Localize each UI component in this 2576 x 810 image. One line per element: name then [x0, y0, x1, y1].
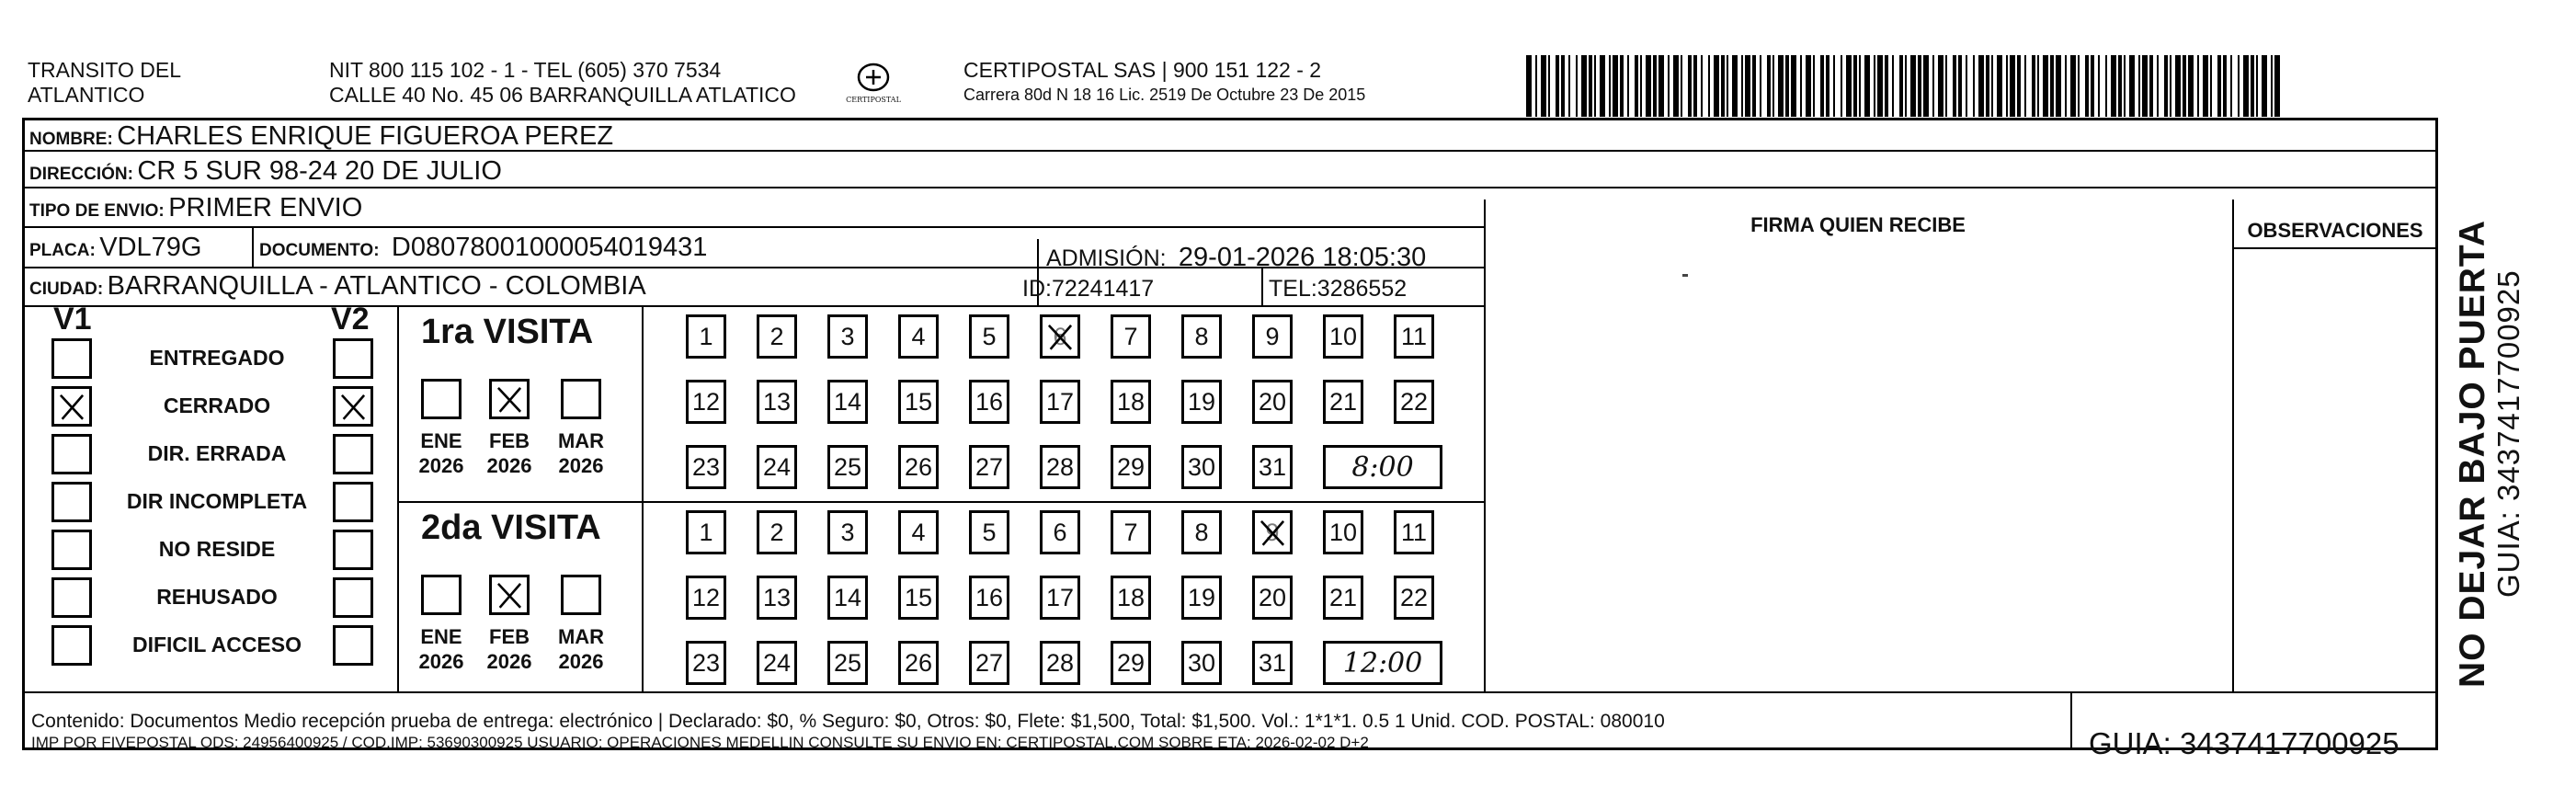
documento-row	[259, 232, 707, 268]
reason-label: CERRADO	[163, 394, 271, 417]
month-name: MAR	[557, 429, 605, 452]
placa-label: PLACA:	[29, 241, 96, 260]
day-box[interactable]: 8	[1181, 314, 1222, 359]
check-mark-icon	[54, 389, 89, 424]
day-box[interactable]: 8	[1181, 510, 1222, 554]
documento-value: D08078001000054019431	[391, 233, 708, 262]
tipo-label: TIPO DE ENVIO:	[29, 201, 165, 221]
day-box[interactable]: 11	[1394, 510, 1434, 554]
day-box[interactable]: 14	[827, 380, 868, 424]
month-checkbox[interactable]	[489, 575, 530, 615]
vrule-months	[642, 305, 644, 691]
v2-checkbox[interactable]	[333, 338, 373, 379]
day-number: 9	[1265, 518, 1280, 546]
day-box[interactable]: 23	[686, 641, 726, 685]
placa-row	[29, 232, 201, 268]
month-checkbox[interactable]	[561, 575, 601, 615]
month-name: ENE	[420, 625, 462, 648]
v2-checkbox[interactable]	[333, 434, 373, 474]
day-box[interactable]: 1	[686, 510, 726, 554]
check-mark-icon	[492, 382, 527, 416]
reason-label: NO RESIDE	[158, 537, 276, 561]
tipo-value: PRIMER ENVIO	[168, 193, 363, 222]
day-box[interactable]: 18	[1111, 576, 1151, 620]
month-checkbox[interactable]	[561, 379, 601, 419]
month-checkbox[interactable]	[421, 575, 462, 615]
visit-title: 1ra VISITA	[421, 313, 594, 351]
reason-label: DIFICIL ACCESO	[131, 633, 302, 656]
month-year: 2026	[486, 454, 532, 477]
placa-value: VDL79G	[99, 233, 202, 262]
day-box[interactable]: 24	[757, 641, 797, 685]
nit-text: NIT 800 115 102 - 1 - TEL (605) 370 7534	[329, 58, 722, 82]
day-box[interactable]: 14	[827, 576, 868, 620]
day-box[interactable]: 23	[686, 445, 726, 489]
nombre-value: CHARLES ENRIQUE FIGUEROA PEREZ	[117, 121, 614, 151]
rule-obs	[2232, 247, 2438, 249]
day-box[interactable]: 20	[1252, 380, 1293, 424]
day-box[interactable]: 25	[827, 445, 868, 489]
visit-title: 2da VISITA	[421, 508, 601, 547]
day-box[interactable]: 4	[898, 510, 939, 554]
day-box[interactable]: 13	[757, 576, 797, 620]
barcode-bar	[2274, 55, 2280, 117]
day-box[interactable]: 17	[1040, 380, 1080, 424]
firma-header: FIRMA QUIEN RECIBE	[1750, 213, 1966, 236]
day-box[interactable]: 22	[1394, 380, 1434, 424]
address-text: CALLE 40 No. 45 06 BARRANQUILLA ATLATICO	[329, 83, 796, 107]
direccion-row	[29, 155, 502, 191]
company-line1: TRANSITO DEL	[28, 58, 181, 82]
v2-checkbox[interactable]	[333, 577, 373, 618]
month-name: FEB	[489, 625, 530, 648]
month-year: 2026	[418, 650, 464, 673]
v1-checkbox[interactable]	[51, 386, 92, 427]
vrule-firma	[1484, 200, 1486, 693]
reason-label: ENTREGADO	[149, 346, 285, 370]
side-guia: GUIA: 3437417700925	[2491, 269, 2525, 598]
ciudad-label: CIUDAD:	[29, 280, 104, 299]
tel-value: 3286552	[1316, 276, 1408, 302]
check-mark-icon	[1043, 317, 1077, 356]
direccion-value: CR 5 SUR 98-24 20 DE JULIO	[137, 156, 502, 186]
v2-checkbox[interactable]	[333, 482, 373, 522]
day-box[interactable]: 29	[1111, 641, 1151, 685]
day-box[interactable]: 15	[898, 576, 939, 620]
reason-label: DIR. ERRADA	[147, 441, 287, 465]
day-box[interactable]: 18	[1111, 380, 1151, 424]
day-box[interactable]: 30	[1181, 445, 1222, 489]
month-name: MAR	[557, 625, 605, 648]
check-mark-icon	[336, 389, 370, 424]
day-box[interactable]: 28	[1040, 445, 1080, 489]
day-box[interactable]: 3	[827, 314, 868, 359]
company-line2: ATLANTICO	[28, 83, 145, 107]
day-box[interactable]: 10	[1323, 314, 1363, 359]
day-number: 6	[1053, 322, 1067, 350]
footer-guia: GUIA: 3437417700925	[2089, 726, 2399, 760]
v1-checkbox[interactable]	[51, 482, 92, 522]
day-box[interactable]: 5	[969, 510, 1009, 554]
day-box[interactable]: 27	[969, 445, 1009, 489]
carrier-info	[963, 58, 1365, 108]
month-label	[553, 428, 609, 478]
side-title: NO DEJAR BAJO PUERTA	[2453, 219, 2492, 688]
month-checkbox[interactable]	[421, 379, 462, 419]
month-year: 2026	[558, 454, 604, 477]
admision-label: ADMISIÓN:	[1046, 245, 1167, 271]
check-mark-icon	[492, 577, 527, 612]
pen-dot	[1682, 274, 1688, 277]
day-box[interactable]: 3	[827, 510, 868, 554]
v1-label: V1	[53, 302, 92, 337]
v2-checkbox[interactable]	[333, 386, 373, 427]
v2-label: V2	[331, 302, 370, 337]
day-box[interactable]: 7	[1111, 314, 1151, 359]
month-checkbox[interactable]	[489, 379, 530, 419]
day-box[interactable]: 2	[757, 510, 797, 554]
vrule-reasons	[397, 305, 399, 691]
day-box[interactable]: 16	[969, 576, 1009, 620]
day-box[interactable]: 10	[1323, 510, 1363, 554]
tel-label: TEL:	[1269, 276, 1317, 302]
reason-label: REHUSADO	[156, 585, 278, 609]
month-year: 2026	[558, 650, 604, 673]
tel-row	[1269, 273, 1407, 308]
day-box[interactable]: 21	[1323, 380, 1363, 424]
day-box[interactable]: 26	[898, 641, 939, 685]
logo-text: CERTIPOSTAL	[846, 96, 901, 104]
id-label: ID:	[1022, 276, 1052, 302]
day-box[interactable]: 28	[1040, 641, 1080, 685]
month-label	[482, 428, 537, 478]
barcode	[1526, 55, 2280, 117]
carrier-name: CERTIPOSTAL SAS | 900 151 122 - 2	[963, 58, 1322, 82]
day-box[interactable]: 9	[1252, 314, 1293, 359]
day-box[interactable]: 16	[969, 380, 1009, 424]
day-box[interactable]: 4	[898, 314, 939, 359]
rule-footer	[22, 691, 2438, 693]
vrule-obs	[2232, 200, 2234, 693]
day-box[interactable]: 22	[1394, 576, 1434, 620]
reason-label: DIR INCOMPLETA	[126, 489, 308, 513]
day-box[interactable]	[1252, 510, 1293, 554]
v2-checkbox[interactable]	[333, 530, 373, 570]
day-box[interactable]: 29	[1111, 445, 1151, 489]
day-box[interactable]: 30	[1181, 641, 1222, 685]
day-box[interactable]: 21	[1323, 576, 1363, 620]
company-info	[329, 58, 796, 108]
day-box[interactable]: 7	[1111, 510, 1151, 554]
v1-checkbox[interactable]	[51, 434, 92, 474]
nombre-label: NOMBRE:	[29, 130, 113, 149]
month-label	[414, 624, 469, 674]
day-box[interactable]: 13	[757, 380, 797, 424]
day-box[interactable]: 6	[1040, 510, 1080, 554]
v1-checkbox[interactable]	[51, 530, 92, 570]
day-box[interactable]: 2	[757, 314, 797, 359]
day-box[interactable]: 19	[1181, 380, 1222, 424]
day-box[interactable]: 15	[898, 380, 939, 424]
direccion-label: DIRECCIÓN:	[29, 165, 133, 184]
day-box[interactable]: 31	[1252, 445, 1293, 489]
id-value: 72241417	[1051, 276, 1155, 302]
day-box[interactable]: 25	[827, 641, 868, 685]
v1-checkbox[interactable]	[51, 625, 92, 666]
certipostal-logo	[844, 59, 903, 110]
month-name: FEB	[489, 429, 530, 452]
day-box[interactable]: 12	[686, 576, 726, 620]
contenido-text: Contenido: Documentos Medio recepción prueba de entrega: electrónico | Declarado: $0, % Seguro: $0, Otros: $0, Flete: $1,500, Total: $1,500. Vol.: 1*1*1. 0.5 1 Unid. COD. POSTAL: 080010	[31, 711, 1665, 732]
company-name	[28, 58, 181, 108]
observaciones-header: OBSERVACIONES	[2247, 219, 2423, 242]
day-box[interactable]: 1	[686, 314, 726, 359]
day-box[interactable]: 26	[898, 445, 939, 489]
month-label	[414, 428, 469, 478]
day-box[interactable]: 27	[969, 641, 1009, 685]
month-label	[482, 624, 537, 674]
day-box[interactable]: 24	[757, 445, 797, 489]
v1-checkbox[interactable]	[51, 577, 92, 618]
v2-checkbox[interactable]	[333, 625, 373, 666]
month-year: 2026	[486, 650, 532, 673]
visit-time[interactable]: 8:00	[1323, 445, 1442, 489]
vrule-placa	[252, 226, 254, 267]
v1-checkbox[interactable]	[51, 338, 92, 379]
day-box[interactable]: 31	[1252, 641, 1293, 685]
day-box[interactable]: 20	[1252, 576, 1293, 620]
check-mark-icon	[1255, 513, 1290, 552]
day-box[interactable]: 19	[1181, 576, 1222, 620]
vrule-guia	[2070, 691, 2072, 750]
month-year: 2026	[418, 454, 464, 477]
documento-label: DOCUMENTO:	[259, 241, 380, 260]
nombre-row	[29, 120, 613, 156]
day-box[interactable]: 11	[1394, 314, 1434, 359]
month-name: ENE	[420, 429, 462, 452]
carrier-license: Carrera 80d N 18 16 Lic. 2519 De Octubre 23 De 2015	[963, 86, 1366, 104]
rule-visits	[397, 501, 1484, 503]
id-row	[1022, 273, 1154, 308]
day-box[interactable]	[1040, 314, 1080, 359]
visit-time[interactable]: 12:00	[1323, 641, 1442, 685]
day-box[interactable]: 12	[686, 380, 726, 424]
admision-value: 29-01-2026 18:05:30	[1178, 243, 1427, 272]
tipo-row	[29, 192, 362, 228]
ciudad-value: BARRANQUILLA - ATLANTICO - COLOMBIA	[107, 271, 646, 301]
month-label	[553, 624, 609, 674]
imp-text: IMP POR FIVEPOSTAL ODS: 24956400925 / COD.IMP: 53690300925 USUARIO: OPERACIONES MEDELLIN CONSULTE SU ENVIO EN: CERTIPOSTAL.COM SOBRE ETA: 2026-02-02 D+2	[31, 734, 1369, 751]
day-box[interactable]: 17	[1040, 576, 1080, 620]
day-box[interactable]: 5	[969, 314, 1009, 359]
